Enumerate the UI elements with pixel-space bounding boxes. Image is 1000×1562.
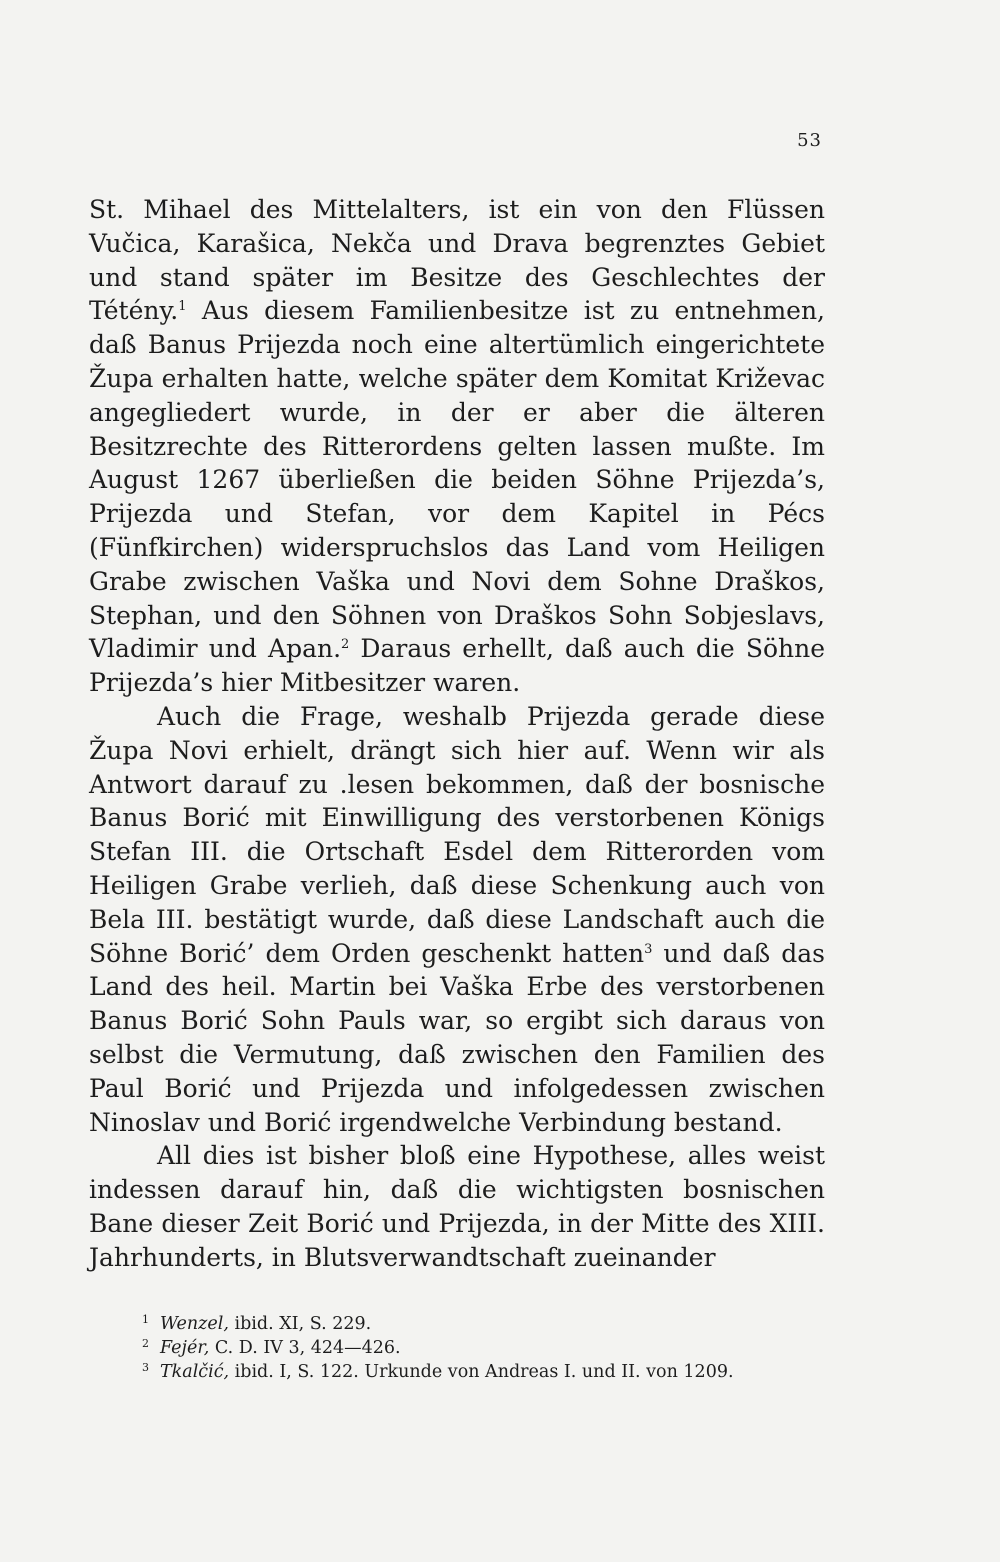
footnote-author: Tkalčić, xyxy=(160,1362,230,1382)
footnote-mark: 2 xyxy=(142,1337,149,1350)
footnote-mark: 3 xyxy=(142,1361,149,1374)
paragraph xyxy=(89,1139,825,1274)
footnote-text: ibid. I, S. 122. Urkunde von Andreas I. und II. von 1209. xyxy=(229,1362,734,1382)
footnote-reference: 2 xyxy=(341,637,350,653)
footnote-author: Fejér, xyxy=(160,1338,210,1358)
footnote-text: ibid. XI, S. 229. xyxy=(228,1314,372,1334)
paragraph xyxy=(89,700,825,1139)
footnote-reference: 1 xyxy=(178,299,187,315)
footnotes xyxy=(142,1312,840,1384)
footnote xyxy=(142,1312,840,1336)
paragraph-text: Daraus erhellt, daß auch die Söhne Prijezda’s hier Mitbesitzer waren. xyxy=(89,634,826,698)
paragraph-text: und daß das Land des heil. Martin bei Vaška Erbe des verstorbenen Banus Borić Sohn Pauls war, so ergibt sich daraus von selbst die Vermutung, daß zwischen den Familien des Paul Borić und Prijezda und infolgedessen zwischen Ninoslav und Borić irgendwelche Verbindung bestand. xyxy=(89,938,825,1137)
footnote-mark: 1 xyxy=(142,1313,149,1326)
footnote-author: Wenzel, xyxy=(160,1314,229,1334)
footnote-text: C. D. IV 3, 424—426. xyxy=(209,1338,401,1358)
footnote-reference: 3 xyxy=(644,941,653,957)
paragraph-text: All dies ist bisher bloß eine Hypothese, alles weist indessen darauf hin, daß die wichtigsten bosnischen Bane dieser Zeit Borić und Prijezda, in der Mitte des XIII. Jahrhunderts, in Blutsverwandtschaft zueinander xyxy=(89,1141,825,1272)
footnote xyxy=(142,1336,840,1360)
paragraph-text: St. Mihael des Mittelalters, ist ein von den Flüssen Vučica, Karašica, Nekča und Drava begrenztes Gebiet und stand später im Besitze des Geschlechtes der Tétény. xyxy=(89,195,825,326)
paragraph-text: Auch die Frage, weshalb Prijezda gerade diese Župa Novi erhielt, drängt sich hier auf. Wenn wir als Antwort darauf zu .lesen bekommen, daß der bosnische Banus Borić mit Einwilligung des verstorbenen Königs Stefan III. die Ortschaft Esdel dem Ritterorden vom Heiligen Grabe verlieh, daß diese Schenkung auch von Bela III. bestätigt wurde, daß diese Landschaft auch die Söhne Borić’ dem Orden geschenkt hatten xyxy=(89,701,825,968)
paragraph-text: Aus diesem Familienbesitze ist zu entnehmen, daß Banus Prijezda noch eine altertümlich eingerichtete Župa erhalten hatte, welche später dem Komitat Križevac angegliedert wurde, in der er aber die älteren Besitzrechte des Ritterordens gelten lassen mußte. Im August 1267 überließen die beiden Söhne Prijezda’s, Prijezda und Stefan, vor dem Kapitel in Pécs (Fünfkirchen) widerspruchslos das Land vom Heiligen Grabe zwischen Vaška und Novi dem Sohne Draškos, Stephan, und den Söhnen von Draškos Sohn Sobjeslavs, Vladimir und Apan. xyxy=(89,296,825,664)
page-number: 53 xyxy=(797,130,822,151)
body-text xyxy=(89,193,825,1275)
footnote xyxy=(142,1360,840,1384)
paragraph xyxy=(89,193,825,700)
